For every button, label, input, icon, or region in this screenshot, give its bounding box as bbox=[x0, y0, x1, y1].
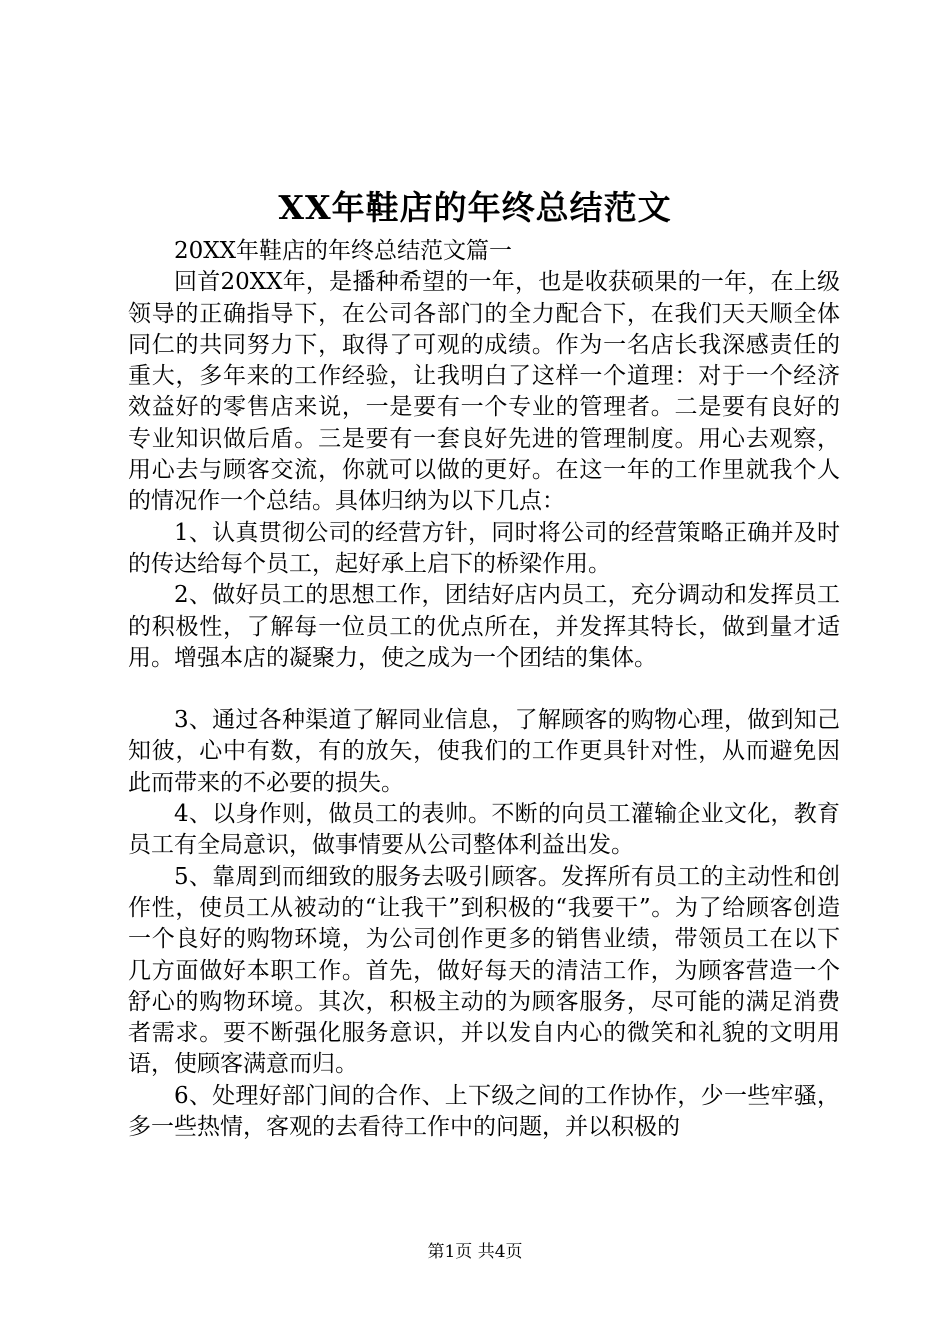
paragraph-point-5: 5、靠周到而细致的服务去吸引顾客。发挥所有员工的主动性和创作性，使员工从被动的“让我干”到积极的“我要干”。为了给顾客创造一个良好的购物环境，为公司创作更多的销售业绩，带领员工在以下几方面做好本职工作。首先，做好每天的清洁工作，为顾客营造一个舒心的购物环境。其次，积极主动的为顾客服务，尽可能的满足消费者需求。要不断强化服务意识，并以发自内心的微笑和礼貌的文明用语，使顾客满意而归。 bbox=[128, 863, 840, 1078]
paragraph-point-6: 6、处理好部门间的合作、上下级之间的工作协作，少一些牢骚，多一些热情，客观的去看待工作中的问题，并以积极的 bbox=[128, 1082, 840, 1141]
paragraph-point-4: 4、以身作则，做员工的表帅。不断的向员工灌输企业文化，教育员工有全局意识，做事情要从公司整体利益出发。 bbox=[128, 801, 840, 859]
page-indicator: 第1页 共4页 bbox=[427, 1242, 523, 1262]
paragraph-point-1: 1、认真贯彻公司的经营方针，同时将公司的经营策略正确并及时的传达给每个员工，起好承上启下的桥梁作用。 bbox=[128, 519, 840, 577]
section-subtitle: 20XX年鞋店的年终总结范文篇一 bbox=[174, 238, 513, 264]
document-body bbox=[128, 236, 840, 1143]
paragraph-intro: 回首20XX年，是播种希望的一年，也是收获硕果的一年，在上级领导的正确指导下，在公司各部门的全力配合下，在我们天天顺全体同仁的共同努力下，取得了可观的成绩。作为一名店长我深感责任的重大，多年来的工作经验，让我明白了这样一个道理：对于一个经济效益好的零售店来说，一是要有一个专业的管理者。二是要有良好的专业知识做后盾。三是要有一套良好先进的管理制度。用心去观察，用心去与顾客交流，你就可以做的更好。在这一年的工作里就我个人的情况作一个总结。具体归纳为以下几点： bbox=[128, 269, 840, 515]
paragraph-point-2: 2、做好员工的思想工作，团结好店内员工，充分调动和发挥员工的积极性，了解每一位员工的优点所在，并发挥其特长，做到量才适用。增强本店的凝聚力，使之成为一个团结的集体。 bbox=[128, 582, 840, 671]
document-title: XX年鞋店的年终总结范文 bbox=[278, 188, 672, 227]
paragraph-point-3: 3、通过各种渠道了解同业信息，了解顾客的购物心理，做到知己知彼，心中有数，有的放矢，使我们的工作更具针对性，从而避免因此而带来的不必要的损失。 bbox=[128, 707, 840, 796]
